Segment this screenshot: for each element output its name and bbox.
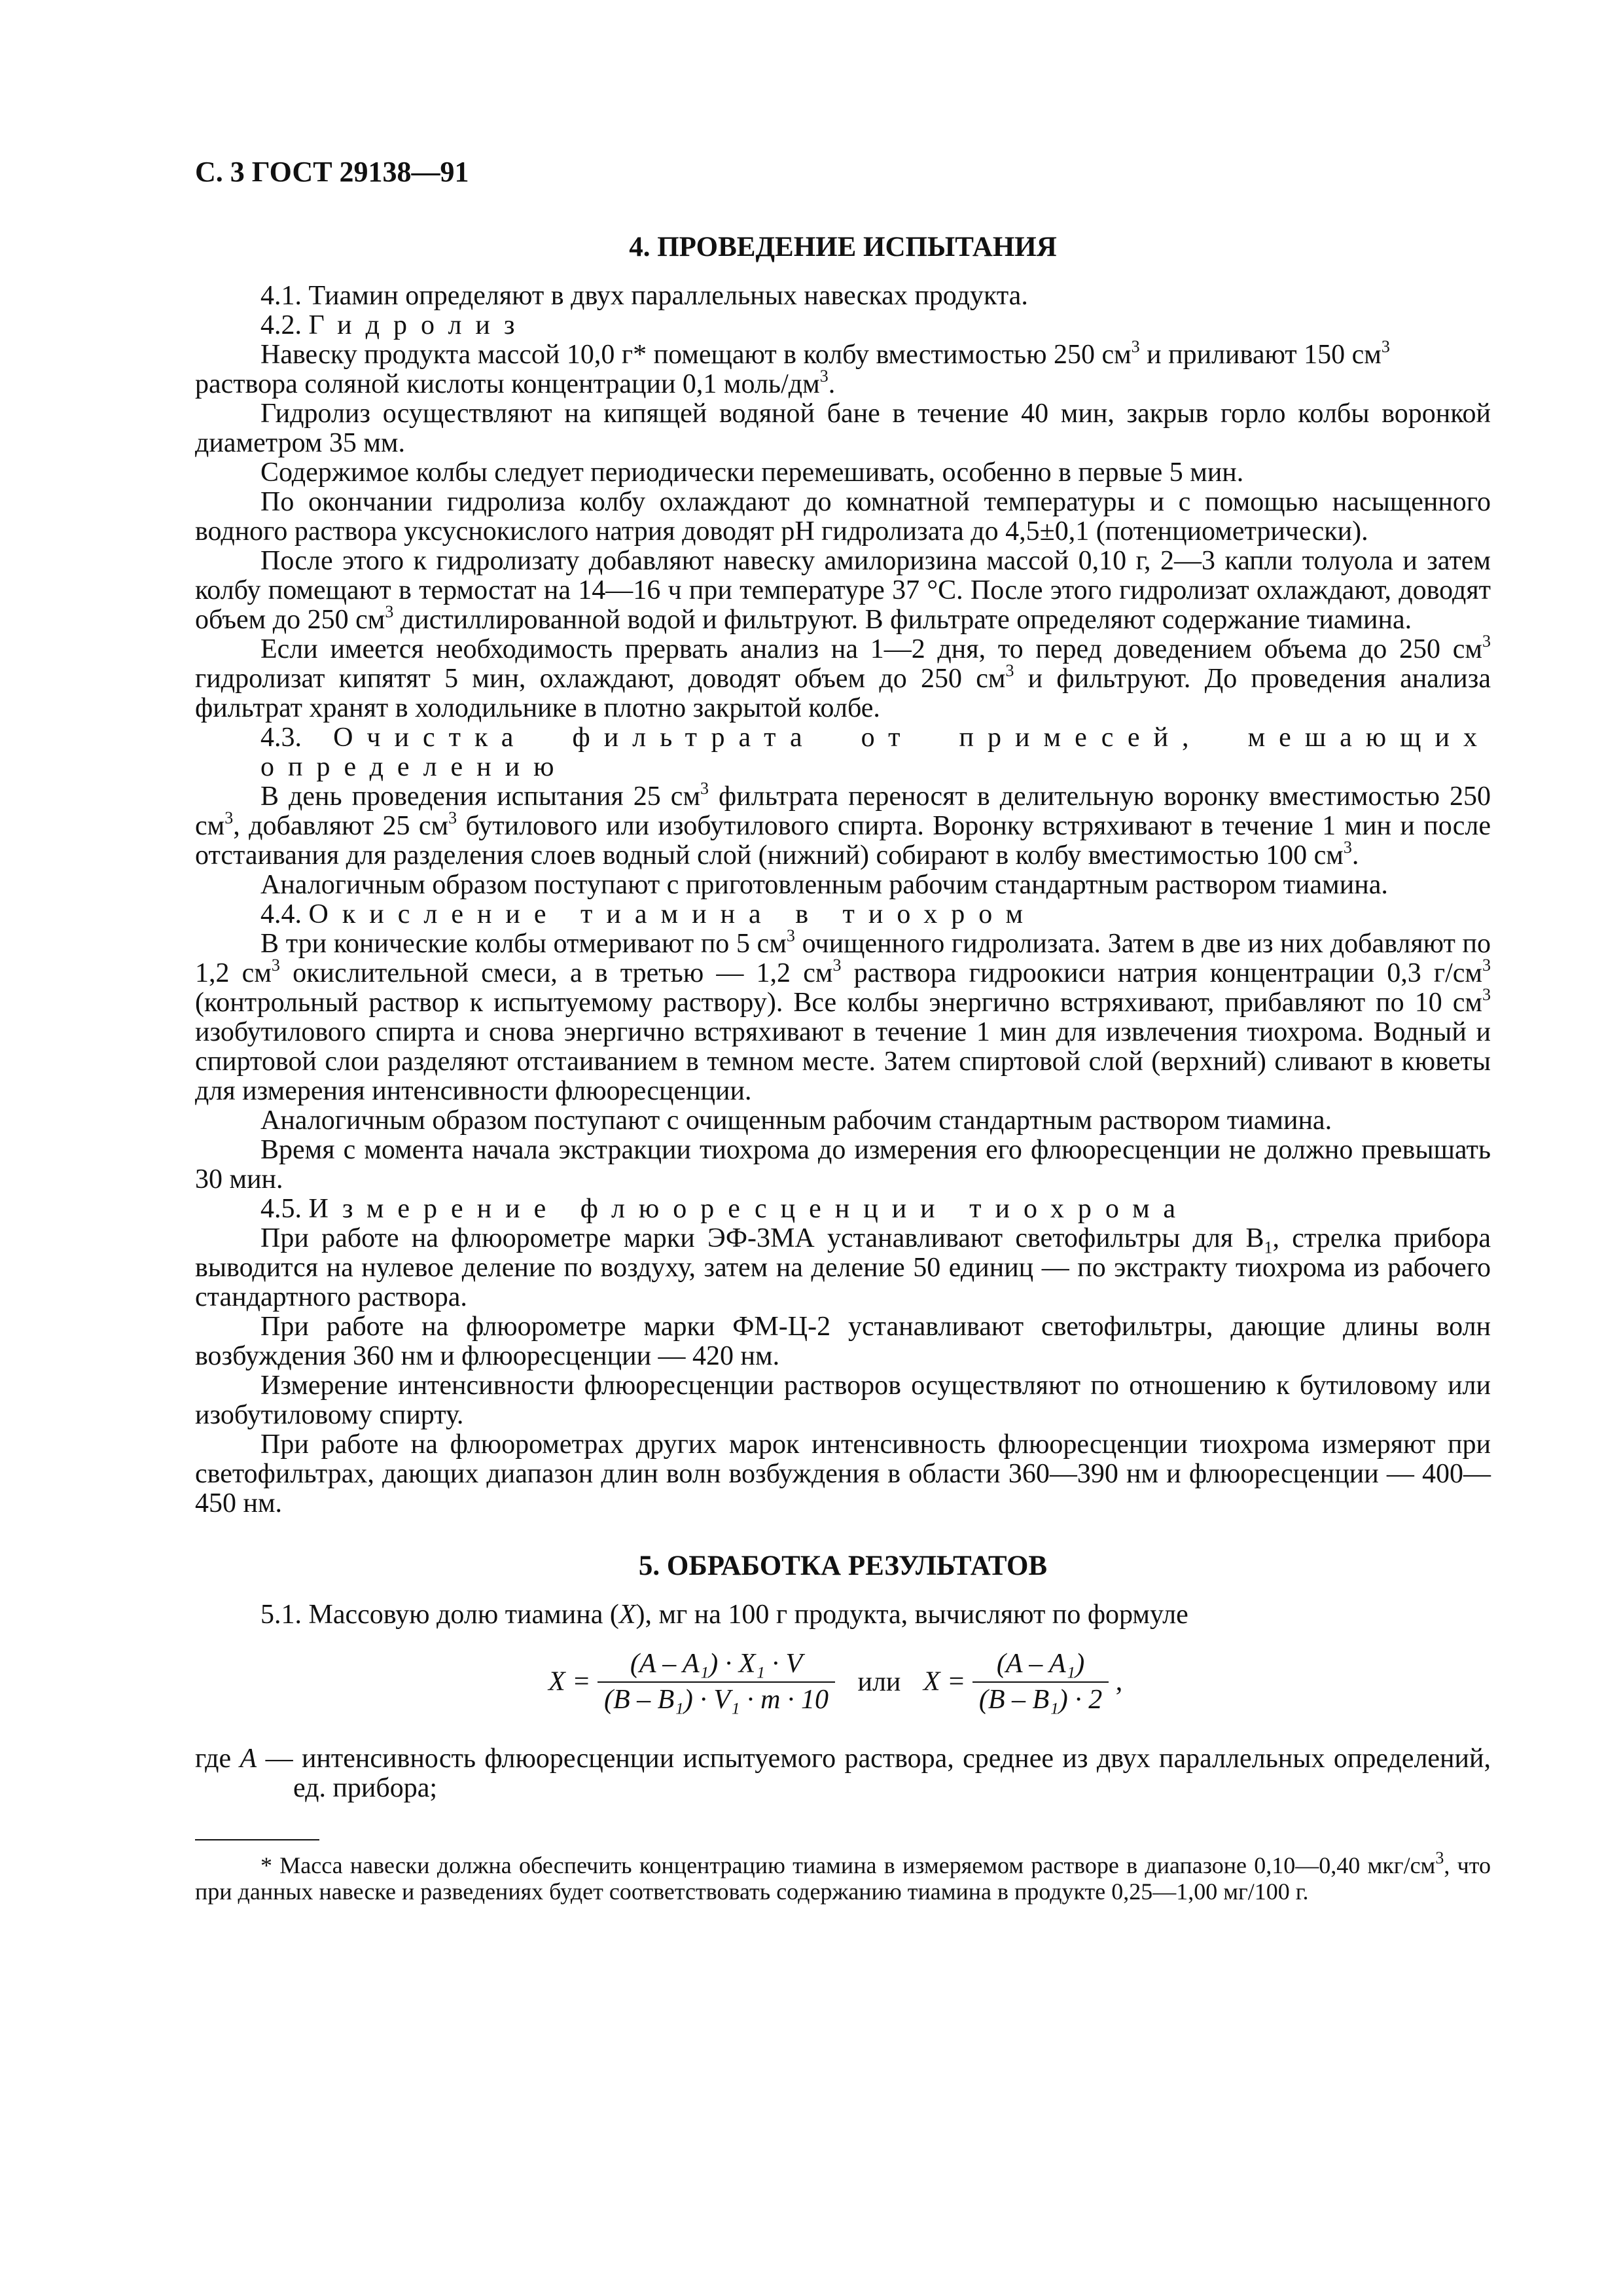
text-run: Навеску продукта массой 10,0 г* помещают в колбу вместимостью 250 см <box>260 340 1132 370</box>
formula-lhs: X = <box>548 1666 591 1697</box>
symbol-x: X <box>618 1600 636 1630</box>
fluorescence-paragraph-2: При работе на флюорометре марки ФМ-Ц-2 устанавливают светофильтры, дающие длины волн возбуждения 360 нм и флюоресценции — 420 нм. <box>195 1312 1491 1371</box>
formula-row <box>548 1649 1122 1715</box>
fraction-2-denominator: (B – B₁) · 2 <box>978 1685 1103 1715</box>
hydrolysis-paragraph-3: Содержимое колбы следует периодически перемешивать, особенно в первые 5 мин. <box>260 457 1244 488</box>
cleaning-paragraph-1: В день проведения испытания 25 $см^3$ фильтрата переносят в делительную воронку вместимостью 250 $см^3$, добавляют 25 $см^3$ бутилового или изобутилового спирта. Воронку встряхивают в течение 1 мин и после отстаивания для разделения слоев водный слой (нижний) собирают в колбу вместимостью 100 $см^3$. <box>195 779 1491 870</box>
clause-number: 4.3. <box>260 723 302 753</box>
fraction-2 <box>972 1649 1109 1715</box>
text-run: 5.1. Массовую долю тиамина ( <box>260 1600 619 1630</box>
hydrolysis-paragraph-1-cont: раствора соляной кислоты концентрации 0,1 моль/$дм^3$. <box>195 367 836 399</box>
clause-number: 4.2. <box>260 310 302 340</box>
superscript: 3 <box>1482 985 1491 1004</box>
superscript: 3 <box>448 808 457 827</box>
section-4-title: 4. ПРОВЕДЕНИЕ ИСПЫТАНИЯ <box>629 232 1057 262</box>
fluorescence-paragraph-3: Измерение интенсивности флюоресценции растворов осуществляют по отношению к бутиловому или изобутиловому спирту. <box>195 1371 1491 1430</box>
subscript: 1 <box>1264 1238 1273 1257</box>
oxidation-paragraph-3: Время с момента начала экстракции тиохрома до измерения его флюоресценции не должно превышать 30 мин. <box>195 1135 1491 1194</box>
superscript: 3 <box>224 808 234 827</box>
text-run: где <box>195 1744 240 1774</box>
fraction-1 <box>597 1649 835 1715</box>
clause-title: Измерение флюоресценции тиохрома <box>308 1194 1190 1224</box>
superscript: 3 <box>1435 1848 1444 1867</box>
clause-title: Окисление тиамина в тиохром <box>308 899 1037 929</box>
formula-or: или <box>857 1666 901 1697</box>
superscript: 3 <box>1343 838 1352 857</box>
text-run: — интенсивность флюоресценции испытуемого раствора, среднее из двух параллельных определений, ед. прибора; <box>257 1744 1491 1803</box>
paragraph-5-1 <box>195 1600 1491 1630</box>
hydrolysis-paragraph-2: Гидролиз осуществляют на кипящей водяной бане в течение 40 мин, закрыв горло колбы воронкой диаметром 35 мм. <box>195 399 1491 458</box>
cleaning-paragraph-2: Аналогичным образом поступают с приготовленным рабочим стандартным раствором тиамина. <box>260 870 1388 900</box>
text-run: раствора гидроокиси натрия концентрации 0,3 г/см <box>841 958 1482 988</box>
text-run: раствора соляной кислоты концентрации 0,1 моль/дм <box>195 369 820 399</box>
superscript: 3 <box>700 779 709 798</box>
text-run: и фильтруют. До проведения анализа фильтрат хранят в холодильнике в плотно закрытой колбе. <box>195 664 1491 723</box>
where-clause <box>195 1744 1491 1803</box>
clause-title: Гидролиз <box>308 310 529 340</box>
hydrolysis-paragraph-1 <box>195 337 1491 370</box>
clause-number: 4.4. <box>260 899 302 929</box>
text-run: * Масса навески должна обеспечить концентрацию тиамина в измеряемом растворе в диапазоне 0,10—0,40 мкг/см <box>260 1852 1436 1878</box>
paragraph-4-1: 4.1. Тиамин определяют в двух параллельных навесках продукта. <box>260 281 1028 311</box>
superscript: 3 <box>385 602 394 621</box>
formula-block <box>195 1649 1491 1721</box>
superscript: 3 <box>271 956 280 975</box>
paragraph-4-4-heading <box>195 900 1491 929</box>
paragraph-4-5-heading <box>195 1194 1491 1224</box>
fluorescence-paragraph-4: При работе на флюорометрах других марок интенсивность флюоресценции тиохрома измеряют при светофильтрах, дающих диапазон длин волн возбуждения в области 360—390 нм и флюоресценции — 400—450 нм. <box>195 1429 1491 1518</box>
formula-comma: , <box>1115 1666 1123 1697</box>
footnote <box>195 1848 1491 1905</box>
text-run: В день проведения испытания 25 см <box>260 781 701 812</box>
superscript: 3 <box>1131 337 1140 356</box>
fraction-1-numerator: (A – A₁) · X₁ · V <box>597 1649 835 1683</box>
oxidation-paragraph-1 <box>195 926 1491 1106</box>
text-run: При работе на флюорометре марки ЭФ-3МА устанавливают светофильтры для В <box>260 1223 1264 1253</box>
text-run: гидролизат кипятят 5 мин, охлаждают, доводят объем до 250 см <box>195 664 1006 694</box>
symbol-a: A <box>240 1744 257 1774</box>
fraction-1-denominator: (B – B₁) · V₁ · m · 10 <box>604 1685 829 1715</box>
text-run: и приливают 150 см <box>1139 340 1382 370</box>
superscript: 3 <box>786 926 795 945</box>
clause-number: 4.5. <box>260 1194 302 1224</box>
text-run: , стрелка прибора выводится на нулевое деление по воздуху, затем на деление 50 единиц — по экстракту тиохрома из рабочего стандартного раствора. <box>195 1223 1491 1312</box>
text-run: окислительной смеси, а в третью — 1,2 см <box>279 958 833 988</box>
superscript: 3 <box>1482 956 1491 975</box>
superscript: 3 <box>1005 661 1014 680</box>
text-run: После этого к гидролизату добавляют навеску амилоризина массой 0,10 г, 2—3 капли толуола и затем колбу помещают в термостат на 14—16 ч при температуре 37 °С. После этого гидролизат охлаждают, доводят объем до 250 см <box>195 546 1491 635</box>
fluorescence-paragraph-1 <box>195 1224 1491 1312</box>
formula-lhs-2: X = <box>923 1666 966 1697</box>
text-run: Если имеется необходимость прервать анализ на 1—2 дня, то перед доведением объема до 250 см <box>260 634 1482 664</box>
text-run: В три конические колбы отмеривают по 5 см <box>260 929 787 959</box>
oxidation-paragraph-2: Аналогичным образом поступают с очищенным рабочим стандартным раствором тиамина. <box>260 1105 1332 1136</box>
superscript: 3 <box>1482 632 1491 651</box>
text-column <box>195 157 1491 1905</box>
paragraph-4-3-heading <box>195 723 1491 782</box>
superscript: 3 <box>1381 337 1390 356</box>
superscript: 3 <box>832 956 842 975</box>
text-run: ), мг на 100 г продукта, вычисляют по формуле <box>635 1600 1188 1630</box>
text-run: , добавляют 25 см <box>233 811 449 841</box>
text-run: очищенного гидролизата. Затем в две из них добавляют по 1,2 см <box>195 929 1491 988</box>
text-run: дистиллированной водой и фильтруют. В фильтрате определяют содержание тиамина. <box>393 605 1412 635</box>
text-run: (контрольный раствор к испытуемому раствору). Все колбы энергично встряхивают, прибавляют по 10 см <box>195 988 1482 1018</box>
hydrolysis-paragraph-5 <box>195 547 1491 635</box>
text-run: фильтрата переносят в делительную воронку вместимостью 250 см <box>195 781 1491 841</box>
clause-title: Очистка фильтрата от примесей, мешающих определению <box>260 723 1491 782</box>
hydrolysis-paragraph-6 <box>195 632 1491 723</box>
superscript: 3 <box>819 367 829 386</box>
section-5-title: 5. ОБРАБОТКА РЕЗУЛЬТАТОВ <box>638 1551 1048 1581</box>
text-run: изобутилового спирта и снова энергично встряхивают в течение 1 мин для извлечения тиохрома. Водный и спиртовой слои разделяют отстаиванием в темном месте. Затем спиртовой слой (верхний) сливают в кюветы для измерения интенсивности флюоресценции. <box>195 1017 1491 1106</box>
text-run: бутилового или изобутилового спирта. Воронку встряхивают в течение 1 мин и после отстаивания для разделения слоев водный слой (нижний) собирают в колбу вместимостью 100 см <box>195 811 1491 870</box>
page-header: С. 3 ГОСТ 29138—91 <box>195 156 469 188</box>
footnote-divider <box>195 1839 319 1840</box>
paragraph-4-2-heading <box>195 311 1491 340</box>
fraction-2-numerator: (A – A₁) <box>972 1649 1109 1683</box>
text-run: , что при данных навеске и разведениях будет соответствовать содержанию тиамина в продукте 0,25—1,00 мг/100 г. <box>195 1852 1491 1905</box>
hydrolysis-paragraph-4: По окончании гидролиза колбу охлаждают до комнатной температуры и с помощью насыщенного водного раствора уксуснокислого натрия доводят pH гидролизата до 4,5±0,1 (потенциометрически). <box>195 487 1491 547</box>
